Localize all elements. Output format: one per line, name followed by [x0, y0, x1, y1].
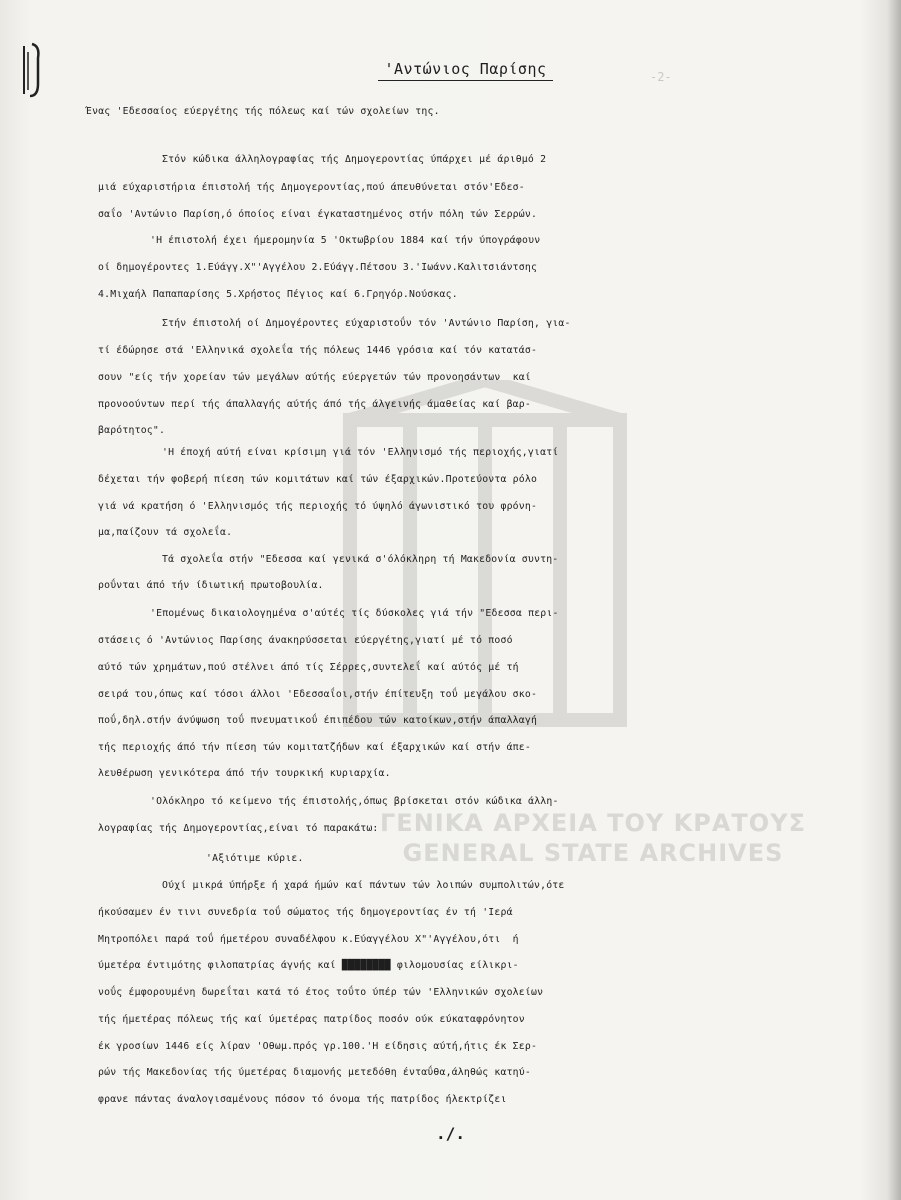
- page-continuation-mark: ./.: [436, 1124, 465, 1143]
- text-line: τής περιοχής άπό τήν πίεση τών κομιτατζήδων καί έξαρχικών καί στήν άπε-: [98, 742, 531, 753]
- text-line: ύμετέρα έντιμότης φιλοπατρίας άγνής καί ████████ φιλομουσίας είλικρι-: [98, 960, 519, 971]
- bleed-through-page-number: -2-: [650, 70, 672, 84]
- watermark-line-english: GENERAL STATE ARCHIVES: [402, 839, 784, 867]
- text-line: προνοούντων περί τής άπαλλαγής αύτής άπό τής άλγεινής άμαθείας καί βαρ-: [98, 399, 531, 410]
- title-text: 'Αντώνιος Παρίσης: [378, 60, 552, 81]
- text-line: στάσεις ό 'Αντώνιος Παρίσης άνακηρύσσεται εύεργέτης,γιατί μέ τό ποσό: [98, 635, 513, 646]
- text-line: τής ήμετέρας πόλεως τής καί ύμετέρας πατρίδος ποσόν ούκ εύκαταφρόνητον: [98, 1014, 525, 1025]
- text-line: λογραφίας τής Δημογεροντίας,είναι τό παρακάτω:: [98, 823, 379, 834]
- text-line: ήκούσαμεν έν τινι συνεδρία τοΰ σώματος τής δημογεροντίας έν τή 'Ιερά: [98, 907, 513, 918]
- text-line: μα,παίζουν τά σχολεΐα.: [98, 527, 233, 538]
- text-line: ρών τής Μακεδονίας τής ύμετέρας διαμονής μετεδόθη ένταΰθα,άληθώς κατηύ-: [98, 1067, 531, 1078]
- text-line: νοΰς έμφορουμένη δωρεΐται κατά τό έτος τοΰτο ύπέρ τών 'Ελληνικών σχολείων: [98, 987, 544, 998]
- text-line: γιά νά κρατήση ό 'Ελληνισμός τής περιοχής τό ύψηλό άγωνιστικό του φρόνη-: [98, 501, 538, 512]
- letter-salutation: 'Αξιότιμε κύριε.: [206, 853, 304, 864]
- text-line: 'Επομένως δικαιολογημένα σ'αύτές τίς δύσκολες γιά τήν "Εδεσσα περι-: [150, 608, 559, 619]
- text-line: σαΐο 'Αντώνιο Παρίση,ό όποίος είναι έγκαταστημένος στήν πόλη τών Σερρών.: [98, 209, 538, 220]
- text-line: Ούχί μικρά ύπήρξε ή χαρά ήμών καί πάντων τών λοιπών συμπολιτών,ότε: [162, 880, 565, 891]
- text-line: μιά εύχαριστήρια έπιστολή τής Δημογεροντίας,πού άπευθύνεται στόν'Εδεσ-: [98, 182, 525, 193]
- text-line: έκ γροσίων 1446 είς λίραν 'Οθωμ.πρός γρ.100.'Η είδησις αύτή,ήτις έκ Σερ-: [98, 1041, 538, 1052]
- text-line: 4.Μιχαήλ Παπαπαρίσης 5.Χρήστος Πέγιος καί 6.Γρηγόρ.Νούσκας.: [98, 289, 458, 300]
- text-line: τί έδώρησε στά 'Ελληνικά σχολεΐα τής πόλεως 1446 γρόσια καί τόν κατατάσ-: [98, 345, 538, 356]
- text-line: 'Η έπιστολή έχει ήμερομηνία 5 'Οκτωβρίου 1884 καί τήν ύπογράφουν: [150, 235, 541, 246]
- text-line: Μητροπόλει παρά τοΰ ήμετέρου συναδέλφου κ.Εύαγγέλου Χ"'Αγγέλου,ότι ή: [98, 934, 519, 945]
- text-line: ποΰ,δηλ.στήν άνύψωση τοΰ πνευματικοΰ έπιπέδου τών κατοίκων,στήν άπαλλαγή: [98, 715, 538, 726]
- text-line: 'Ολόκληρο τό κείμενο τής έπιστολής,όπως βρίσκεται στόν κώδικα άλλη-: [150, 796, 559, 807]
- text-line: Τά σχολεΐα στήν "Εδεσσα καί γενικά σ'όλόκληρη τή Μακεδονία συντη-: [162, 554, 559, 565]
- text-line: δέχεται τήν φοβερή πίεση τών κομιτάτων καί τών έξαρχικών.Προτεύοντα ρόλο: [98, 474, 538, 485]
- text-line: Στόν κώδικα άλληλογραφίας τής Δημογεροντίας ύπάρχει μέ άριθμό 2: [162, 154, 547, 165]
- text-line: Στήν έπιστολή οί Δημογέροντες εύχαριστοΰν τόν 'Αντώνιο Παρίση, για-: [162, 318, 571, 329]
- text-line: ροΰνται άπό τήν ίδιωτική πρωτοβουλία.: [98, 580, 324, 591]
- document-subtitle: Ένας 'Εδεσσαίος εύεργέτης τής πόλεως καί τών σχολείων της.: [86, 106, 440, 117]
- text-line: οί δημογέροντες 1.Εύάγγ.Χ"'Αγγέλου 2.Εύάγγ.Πέτσου 3.'Ιωάνν.Καλιτσιάντσης: [98, 262, 538, 273]
- text-line: φρανε πάντας άναλογισαμένους πόσον τό όνομα τής πατρίδος ήλεκτρίζει: [98, 1094, 507, 1105]
- watermark-line-greek: ΓΕΝΙΚΑ ΑΡΧΕΙΑ ΤΟΥ ΚΡΑΤΟΥΣ: [380, 809, 806, 837]
- text-line: λευθέρωση γενικότερα άπό τήν τουρκική κυριαρχία.: [98, 768, 391, 779]
- text-line: σειρά του,όπως καί τόσοι άλλοι 'Εδεσσαΐοι,στήν έπίτευξη τοΰ μεγάλου σκο-: [98, 689, 538, 700]
- text-line: 'Η έποχή αύτή είναι κρίσιμη γιά τόν 'Ελληνισμό τής περιοχής,γιατί: [162, 447, 559, 458]
- document-title: [0, 60, 901, 81]
- text-line: αύτό τών χρημάτων,πού στέλνει άπό τίς Σέρρες,συντελεΐ καί αύτός μέ τή: [98, 662, 519, 673]
- text-line: βαρότητος".: [98, 425, 166, 436]
- text-line: σουν "είς τήν χορείαν τών μεγάλων αύτής εύεργετών τών προνοησάντων καί: [98, 372, 531, 383]
